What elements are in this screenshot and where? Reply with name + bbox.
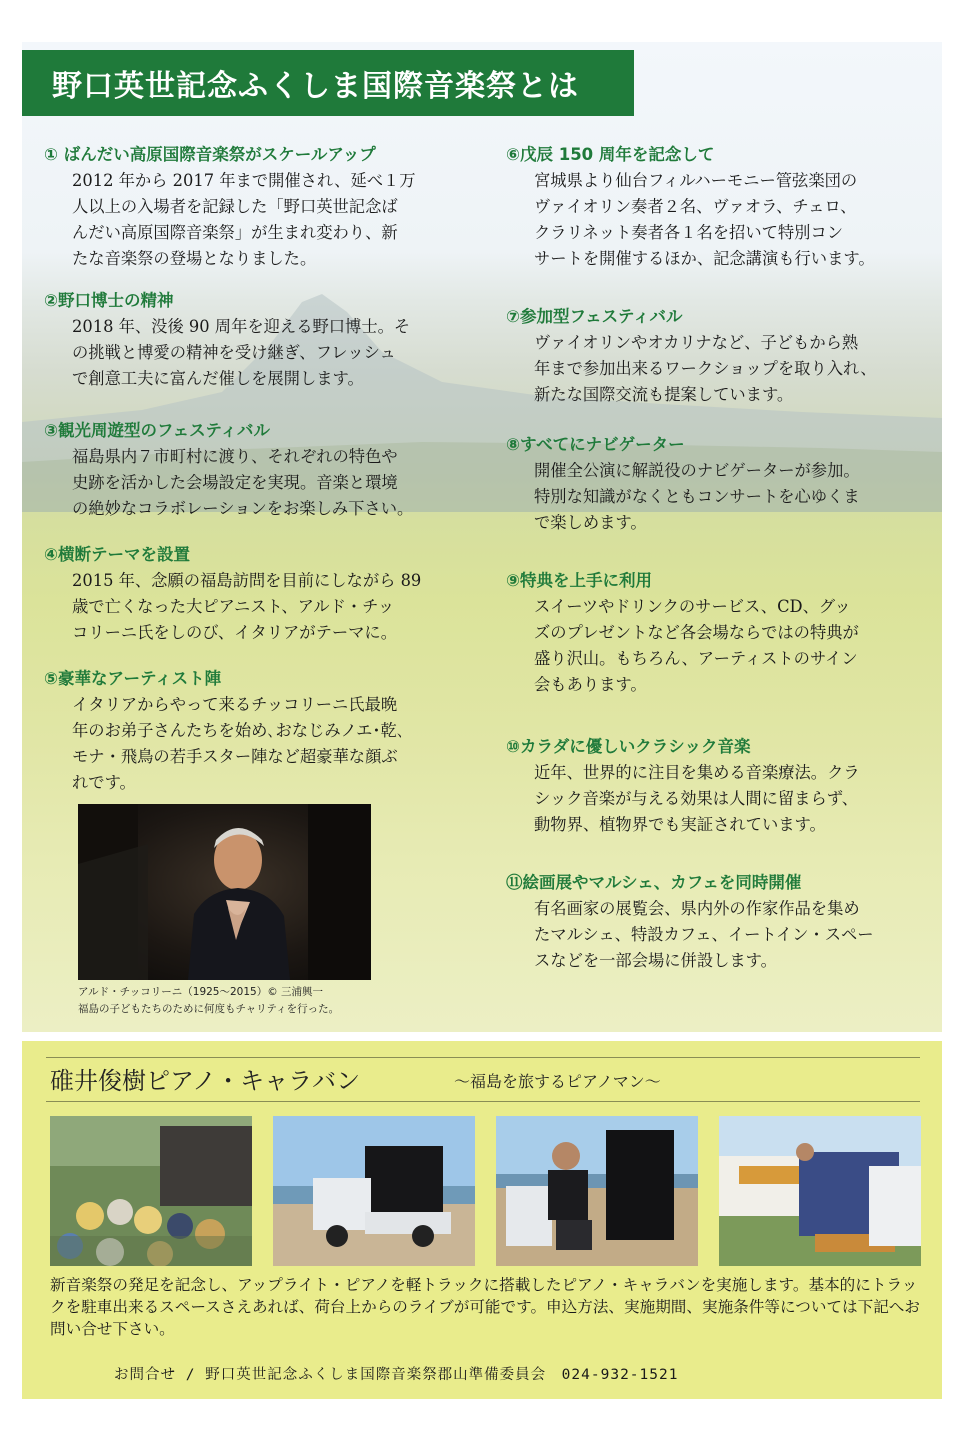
festival-overview-panel: [22, 42, 942, 1032]
caravan-description: 新音楽祭の発足を記念し、アップライト・ピアノを軽トラックに搭載したピアノ・キャラバンを実施します。基本的にトラックを駐車出来るスペースさえあれば、荷台上からのライブが可能です。申込方法、実施期間、実施条件等については下記へお問い合せ下さい。: [50, 1276, 920, 1338]
feature-item-3: [44, 420, 454, 522]
divider: [46, 1101, 920, 1102]
feature-item-4: [44, 544, 454, 646]
caravan-photo-pianist-truck: [496, 1116, 698, 1266]
feature-item-6: [506, 144, 926, 272]
feature-item-9: [506, 570, 926, 698]
photo-caption-line: アルド・チッコリーニ（1925〜2015）© 三浦興一: [78, 986, 324, 998]
feature-heading: ⑥戊辰 150 周年を記念して: [506, 145, 715, 164]
feature-body: スイーツやドリンクのサービス、CD、グッ ズのプレゼントなど各会場ならではの特典が 盛り沢山。もちろん、アーティストのサイン 会もあります。: [534, 597, 859, 694]
feature-item-5: [44, 668, 454, 796]
feature-body: 2012 年から 2017 年まで開催され、延べ１万 人以上の入場者を記録した「野口英世記念ば んだい高原国際音楽祭」が生まれ変わり、新 たな音楽祭の登場となりました。: [72, 171, 416, 268]
feature-body: 宮城県より仙台フィルハーモニー管弦楽団の ヴァイオリン奏者２名、ヴァオラ、チェロ、 クラリネット奏者各１名を招いて特別コン サートを開催するほか、記念講演も行います。: [534, 171, 875, 268]
feature-item-10: [506, 736, 926, 838]
feature-item-1: [44, 144, 454, 272]
caravan-title: 碓井俊樹ピアノ・キャラバン: [50, 1067, 361, 1095]
caravan-photo-children: [50, 1116, 252, 1266]
feature-heading: ③観光周遊型のフェスティバル: [44, 421, 270, 440]
caravan-photo-loading-piano: [719, 1116, 921, 1266]
feature-item-2: [44, 290, 454, 392]
feature-body: 2018 年、没後 90 周年を迎える野口博士。そ の挑戦と博愛の精神を受け継ぎ、フレッシュ で創意工夫に富んだ催しを展開します。: [72, 317, 411, 388]
feature-item-8: [506, 434, 926, 536]
feature-heading: ④横断テーマを設置: [44, 545, 190, 564]
feature-body: 2015 年、念願の福島訪問を目前にしながら 89 歳で亡くなった大ピアニスト、アルド・チッ コリーニ氏をしのび、イタリアがテーマに。: [72, 571, 422, 642]
feature-heading: ⑨特典を上手に利用: [506, 571, 652, 590]
feature-body: 近年、世界的に注目を集める音楽療法。クラ シック音楽が与える効果は人間に留まらず、 動物界、植物界でも実証されています。: [534, 763, 860, 834]
photo-caption-line: 福島の子どもたちのために何度もチャリティを行った。: [78, 1003, 340, 1015]
feature-body: 開催全公演に解説役のナビゲーターが参加。 特別な知識がなくともコンサートを心ゆくま で楽しめます。: [534, 461, 860, 532]
feature-heading: ⑤豪華なアーティスト陣: [44, 669, 222, 688]
contact-line: お問合せ / 野口英世記念ふくしま国際音楽祭郡山準備委員会 024-932-1521: [114, 1367, 679, 1383]
piano-caravan-panel: [22, 1041, 942, 1399]
divider: [46, 1057, 920, 1058]
feature-heading: ① ばんだい高原国際音楽祭がスケールアップ: [44, 145, 376, 164]
feature-body: 有名画家の展覧会、県内外の作家作品を集め たマルシェ、特設カフェ、イートイン・スペー スなどを一部会場に併設します。: [534, 899, 874, 970]
pianist-photo: [78, 804, 371, 980]
feature-heading: ⑩カラダに優しいクラシック音楽: [506, 737, 751, 756]
feature-heading: ⑧すべてにナビゲーター: [506, 435, 685, 454]
page-title: 野口英世記念ふくしま国際音楽祭とは: [52, 69, 579, 104]
feature-item-7: [506, 306, 926, 408]
feature-heading: ⑦参加型フェスティバル: [506, 307, 683, 326]
photo-caption: [78, 984, 398, 1018]
feature-item-11: [506, 872, 926, 974]
feature-heading: ②野口博士の精神: [44, 291, 174, 310]
feature-heading: ⑪絵画展やマルシェ、カフェを同時開催: [506, 873, 802, 892]
feature-body: イタリアからやって来るチッコリーニ氏最晩 年のお弟子さんたちを始め､おなじみノエ･乾､ モナ・飛鳥の若手スター陣など超豪華な顔ぶ れです。: [72, 695, 405, 792]
caravan-subtitle: 〜福島を旅するピアノマン〜: [454, 1072, 661, 1091]
caravan-photo-truck-beach: [273, 1116, 475, 1266]
page-title-bar: [22, 50, 634, 116]
feature-body: 福島県内７市町村に渡り、それぞれの特色や 史跡を活かした会場設定を実現。音楽と環境 の絶妙なコラボレーションをお楽しみ下さい。: [72, 447, 414, 518]
feature-body: ヴァイオリンやオカリナなど、子どもから熟 年まで参加出来るワークショップを取り入れ、 新たな国際交流も提案しています。: [534, 333, 877, 404]
